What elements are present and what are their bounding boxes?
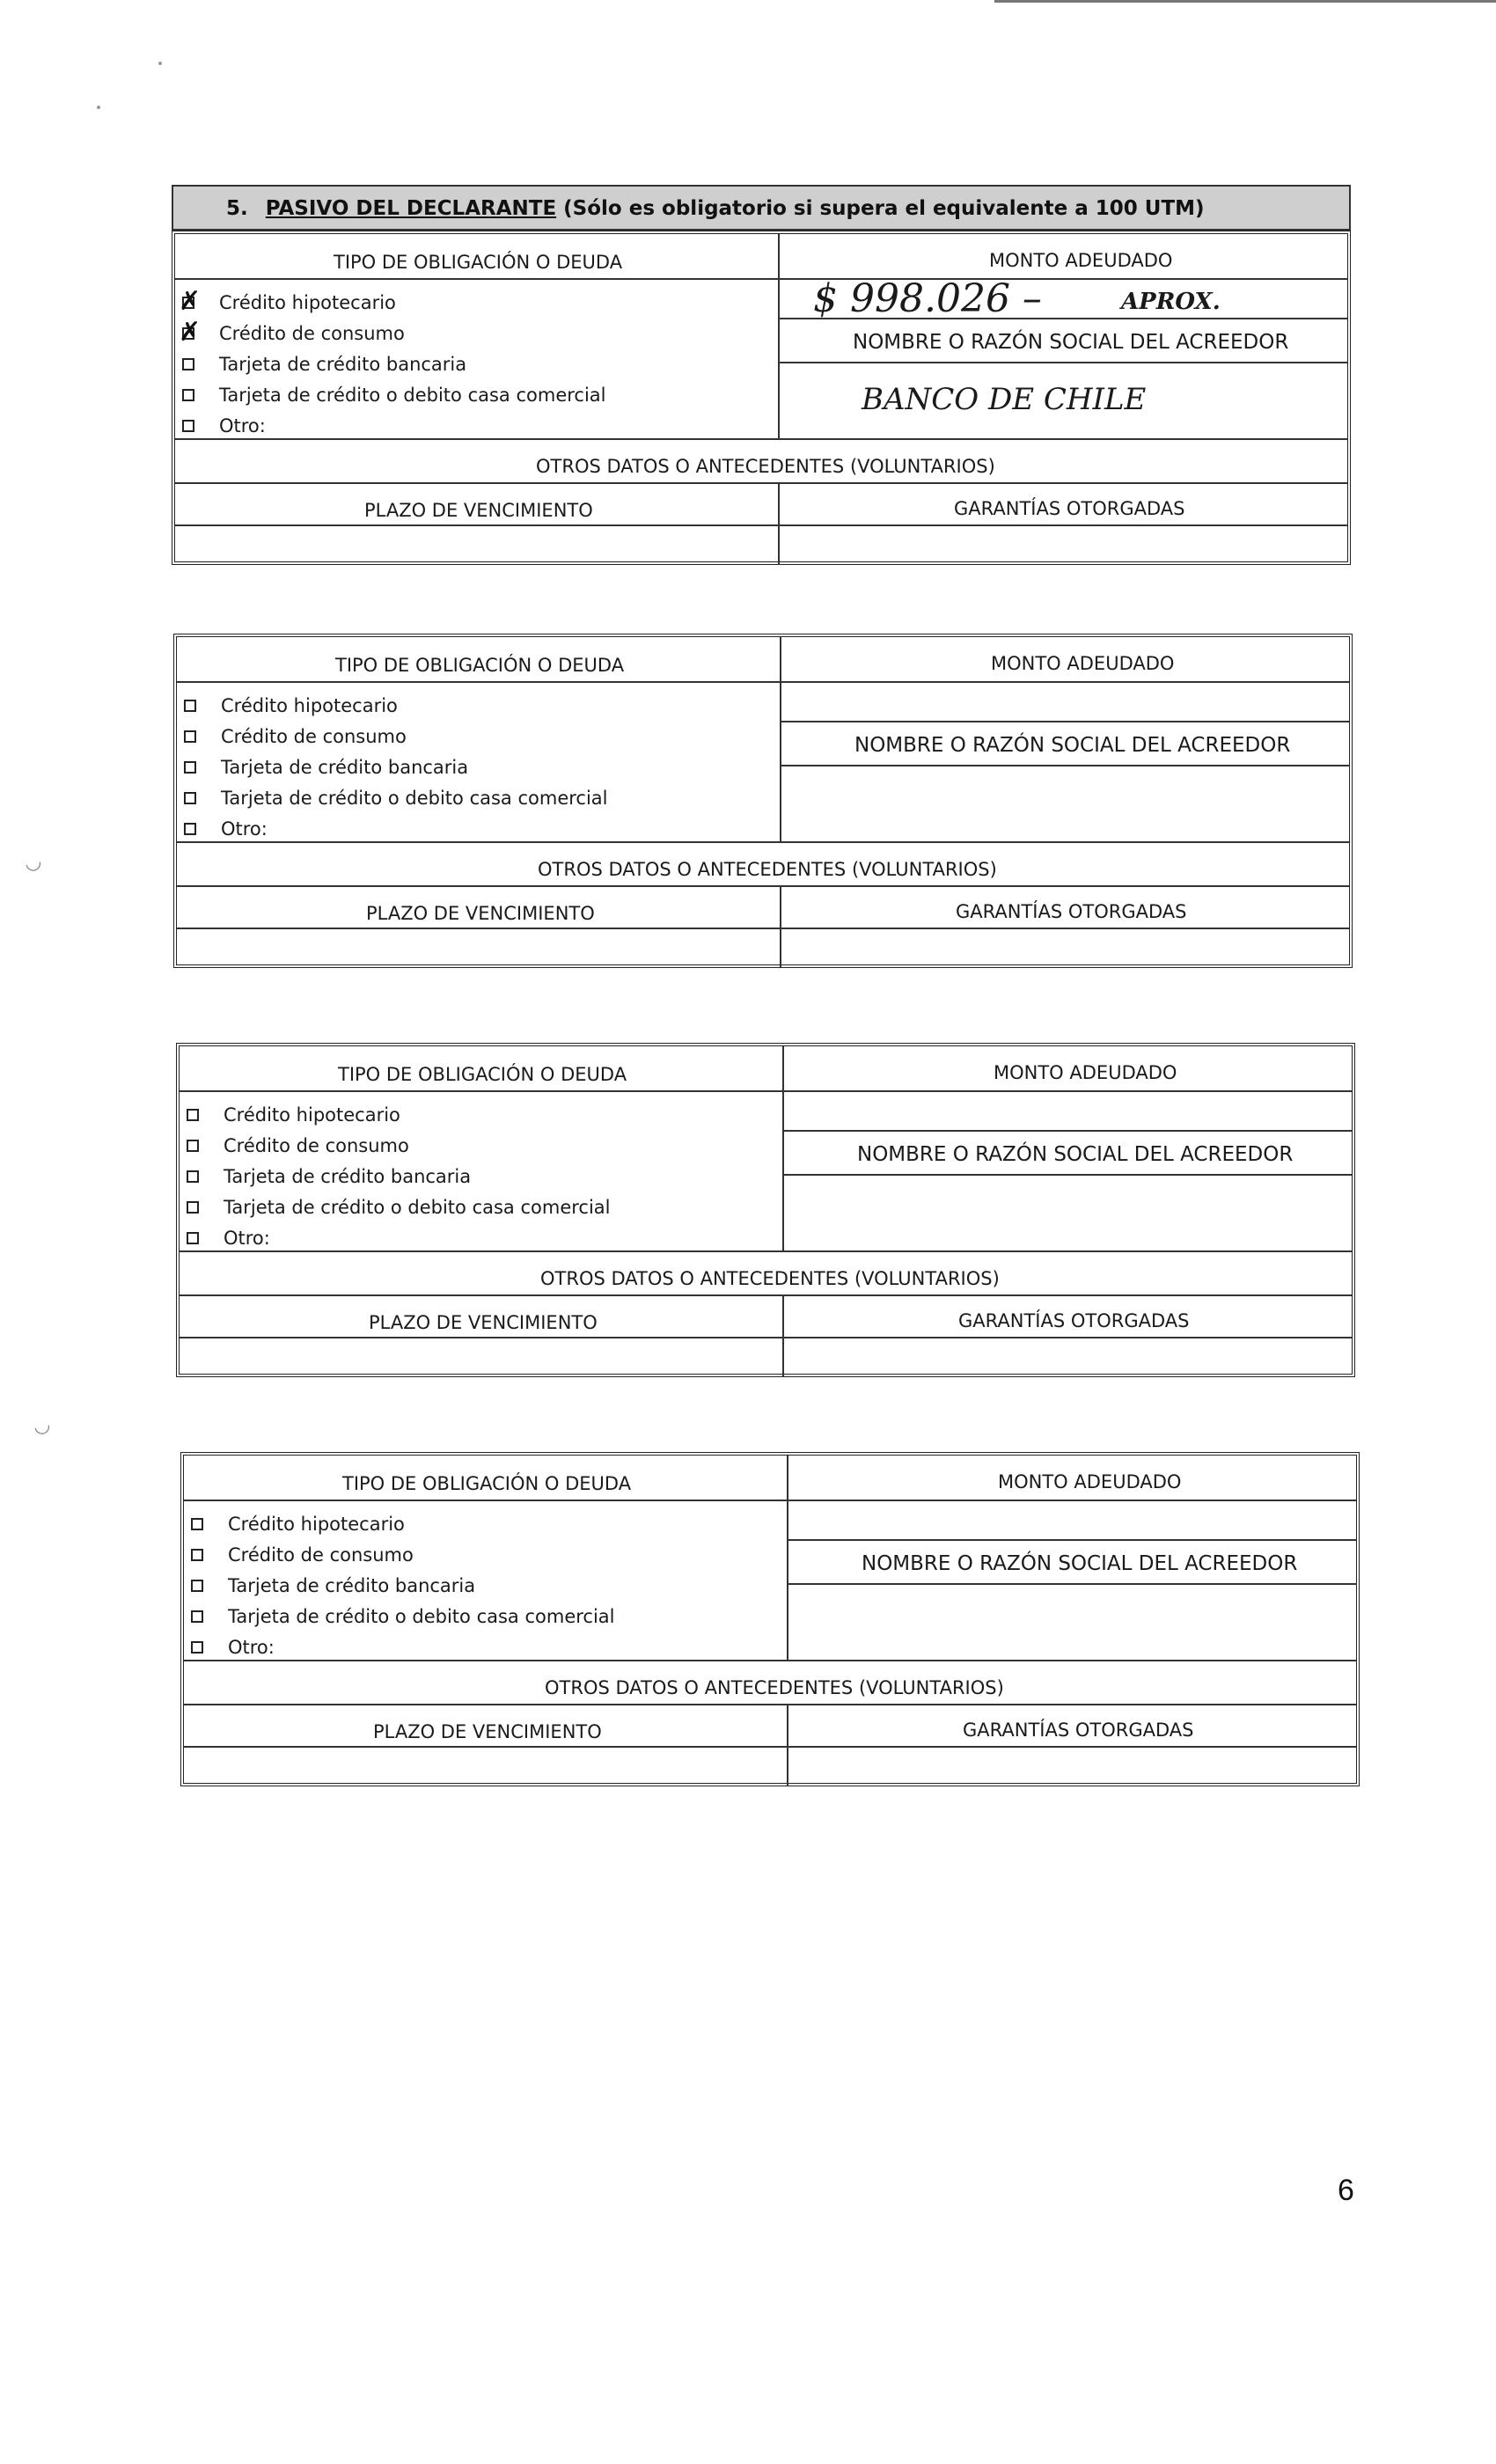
plazo-label: PLAZO DE VENCIMIENTO bbox=[364, 500, 593, 521]
debt-form-block bbox=[173, 634, 1353, 968]
row-line bbox=[175, 278, 778, 280]
obligation-type-list bbox=[184, 690, 608, 844]
row-line bbox=[175, 524, 1347, 526]
row-line bbox=[184, 1746, 1356, 1748]
obligation-type-list bbox=[191, 1508, 615, 1662]
checkbox[interactable] bbox=[187, 1109, 199, 1121]
option-credito-hipotecario[interactable]: Crédito hipotecario bbox=[187, 1099, 611, 1130]
row-line bbox=[780, 681, 1349, 683]
checkbox[interactable] bbox=[187, 1201, 199, 1214]
section-note: (Sólo es obligatorio si supera el equivalente a 100 UTM) bbox=[563, 197, 1205, 220]
scan-edge-line bbox=[994, 0, 1496, 3]
scan-mark: ◡ bbox=[31, 1413, 53, 1439]
garantias-label: GARANTÍAS OTORGADAS bbox=[963, 1720, 1194, 1741]
monto-label: MONTO ADEUDADO bbox=[998, 1471, 1182, 1492]
row-line bbox=[177, 928, 1349, 929]
obligation-type-list bbox=[187, 1099, 611, 1253]
option-credito-hipotecario[interactable]: Crédito hipotecario bbox=[184, 690, 608, 721]
tipo-label: TIPO DE OBLIGACIÓN O DEUDA bbox=[334, 252, 623, 273]
nombre-label: NOMBRE O RAZÓN SOCIAL DEL ACREEDOR bbox=[854, 734, 1291, 757]
option-credito-hipotecario[interactable]: ✗ Crédito hipotecario bbox=[182, 287, 606, 318]
checkbox[interactable] bbox=[184, 761, 196, 774]
plazo-label: PLAZO DE VENCIMIENTO bbox=[373, 1721, 602, 1742]
checkbox[interactable] bbox=[187, 1140, 199, 1152]
row-line bbox=[782, 1130, 1352, 1132]
option-tarjeta-casa-comercial[interactable]: Tarjeta de crédito o debito casa comercial bbox=[182, 379, 606, 410]
nombre-label: NOMBRE O RAZÓN SOCIAL DEL ACREEDOR bbox=[853, 331, 1289, 354]
row-line bbox=[184, 1500, 787, 1501]
plazo-label: PLAZO DE VENCIMIENTO bbox=[366, 903, 595, 924]
row-line bbox=[787, 1539, 1356, 1541]
row-line bbox=[175, 482, 1347, 484]
option-tarjeta-casa-comercial[interactable]: Tarjeta de crédito o debito casa comercial bbox=[187, 1192, 611, 1222]
checkbox[interactable] bbox=[191, 1641, 203, 1654]
option-otro[interactable]: Otro: bbox=[187, 1222, 611, 1253]
column-divider bbox=[787, 1704, 788, 1786]
debt-form-block bbox=[172, 231, 1351, 565]
otros-label: OTROS DATOS O ANTECEDENTES (VOLUNTARIOS) bbox=[540, 1268, 1000, 1289]
checkbox[interactable] bbox=[184, 700, 196, 712]
row-line bbox=[780, 721, 1349, 722]
row-line bbox=[778, 362, 1347, 363]
checkbox[interactable] bbox=[191, 1549, 203, 1561]
row-line bbox=[180, 1294, 1352, 1296]
checkbox[interactable] bbox=[187, 1232, 199, 1244]
option-credito-hipotecario[interactable]: Crédito hipotecario bbox=[191, 1508, 615, 1539]
row-line bbox=[180, 1090, 782, 1092]
nombre-label: NOMBRE O RAZÓN SOCIAL DEL ACREEDOR bbox=[857, 1143, 1294, 1166]
garantias-label: GARANTÍAS OTORGADAS bbox=[958, 1310, 1190, 1331]
row-line bbox=[787, 1500, 1356, 1501]
acreedor-value: BANCO DE CHILE bbox=[862, 382, 1147, 417]
monto-label: MONTO ADEUDADO bbox=[994, 1062, 1177, 1083]
plazo-label: PLAZO DE VENCIMIENTO bbox=[369, 1312, 598, 1333]
monto-label: MONTO ADEUDADO bbox=[989, 250, 1173, 271]
option-credito-consumo[interactable]: ✗ Crédito de consumo bbox=[182, 318, 606, 348]
checkbox[interactable] bbox=[187, 1170, 199, 1183]
checkbox[interactable] bbox=[191, 1610, 203, 1623]
monto-value: $ 998.026 – bbox=[813, 276, 1042, 321]
scan-speck bbox=[158, 62, 162, 65]
row-line bbox=[787, 1583, 1356, 1585]
option-tarjeta-casa-comercial[interactable]: Tarjeta de crédito o debito casa comercial bbox=[184, 782, 608, 813]
option-tarjeta-bancaria[interactable]: Tarjeta de crédito bancaria bbox=[184, 752, 608, 782]
section-title: PASIVO DEL DECLARANTE bbox=[265, 197, 557, 220]
checkbox[interactable] bbox=[184, 730, 196, 743]
checkbox[interactable] bbox=[182, 389, 194, 401]
option-tarjeta-bancaria[interactable]: Tarjeta de crédito bancaria bbox=[191, 1570, 615, 1601]
otros-label: OTROS DATOS O ANTECEDENTES (VOLUNTARIOS) bbox=[536, 456, 995, 477]
option-tarjeta-bancaria[interactable]: Tarjeta de crédito bancaria bbox=[187, 1161, 611, 1192]
monto-note: APROX. bbox=[1121, 289, 1221, 315]
row-line bbox=[177, 681, 780, 683]
checkbox[interactable] bbox=[184, 823, 196, 835]
tipo-label: TIPO DE OBLIGACIÓN O DEUDA bbox=[342, 1473, 632, 1494]
row-line bbox=[177, 885, 1349, 887]
option-otro[interactable]: Otro: bbox=[182, 410, 606, 441]
garantias-label: GARANTÍAS OTORGADAS bbox=[956, 901, 1187, 922]
row-line bbox=[782, 1174, 1352, 1176]
column-divider bbox=[782, 1294, 784, 1377]
checkbox[interactable] bbox=[191, 1518, 203, 1530]
column-divider bbox=[780, 637, 781, 841]
row-line bbox=[180, 1337, 1352, 1338]
checkbox[interactable] bbox=[182, 297, 194, 309]
tipo-label: TIPO DE OBLIGACIÓN O DEUDA bbox=[338, 1064, 627, 1085]
option-otro[interactable]: Otro: bbox=[191, 1632, 615, 1662]
option-tarjeta-casa-comercial[interactable]: Tarjeta de crédito o debito casa comercial bbox=[191, 1601, 615, 1632]
row-line bbox=[780, 765, 1349, 766]
section-header bbox=[172, 185, 1351, 231]
column-divider bbox=[780, 885, 781, 968]
section-number: 5. bbox=[226, 197, 248, 220]
tipo-label: TIPO DE OBLIGACIÓN O DEUDA bbox=[335, 655, 625, 676]
monto-label: MONTO ADEUDADO bbox=[991, 653, 1175, 674]
column-divider bbox=[778, 482, 780, 565]
row-line bbox=[184, 1704, 1356, 1705]
nombre-label: NOMBRE O RAZÓN SOCIAL DEL ACREEDOR bbox=[862, 1552, 1298, 1575]
scan-mark: ◡ bbox=[22, 850, 44, 876]
obligation-type-list bbox=[182, 287, 606, 441]
garantias-label: GARANTÍAS OTORGADAS bbox=[954, 498, 1185, 519]
checkbox[interactable] bbox=[184, 792, 196, 804]
option-credito-consumo[interactable]: Crédito de consumo bbox=[187, 1130, 611, 1161]
checkbox[interactable] bbox=[191, 1580, 203, 1592]
checkbox[interactable] bbox=[182, 358, 194, 370]
option-tarjeta-bancaria[interactable]: Tarjeta de crédito bancaria bbox=[182, 348, 606, 379]
scan-speck bbox=[97, 106, 100, 109]
otros-label: OTROS DATOS O ANTECEDENTES (VOLUNTARIOS) bbox=[545, 1677, 1004, 1698]
page-number: 6 bbox=[1338, 2174, 1354, 2207]
debt-form-block bbox=[180, 1452, 1360, 1786]
debt-form-block bbox=[176, 1043, 1355, 1377]
checkbox[interactable] bbox=[182, 420, 194, 432]
otros-label: OTROS DATOS O ANTECEDENTES (VOLUNTARIOS) bbox=[538, 859, 997, 880]
row-line bbox=[782, 1090, 1352, 1092]
option-credito-consumo[interactable]: Crédito de consumo bbox=[191, 1539, 615, 1570]
column-divider bbox=[778, 234, 780, 438]
checkbox[interactable] bbox=[182, 327, 194, 340]
option-credito-consumo[interactable]: Crédito de consumo bbox=[184, 721, 608, 752]
option-otro[interactable]: Otro: bbox=[184, 813, 608, 844]
column-divider bbox=[782, 1046, 784, 1250]
column-divider bbox=[787, 1456, 788, 1660]
